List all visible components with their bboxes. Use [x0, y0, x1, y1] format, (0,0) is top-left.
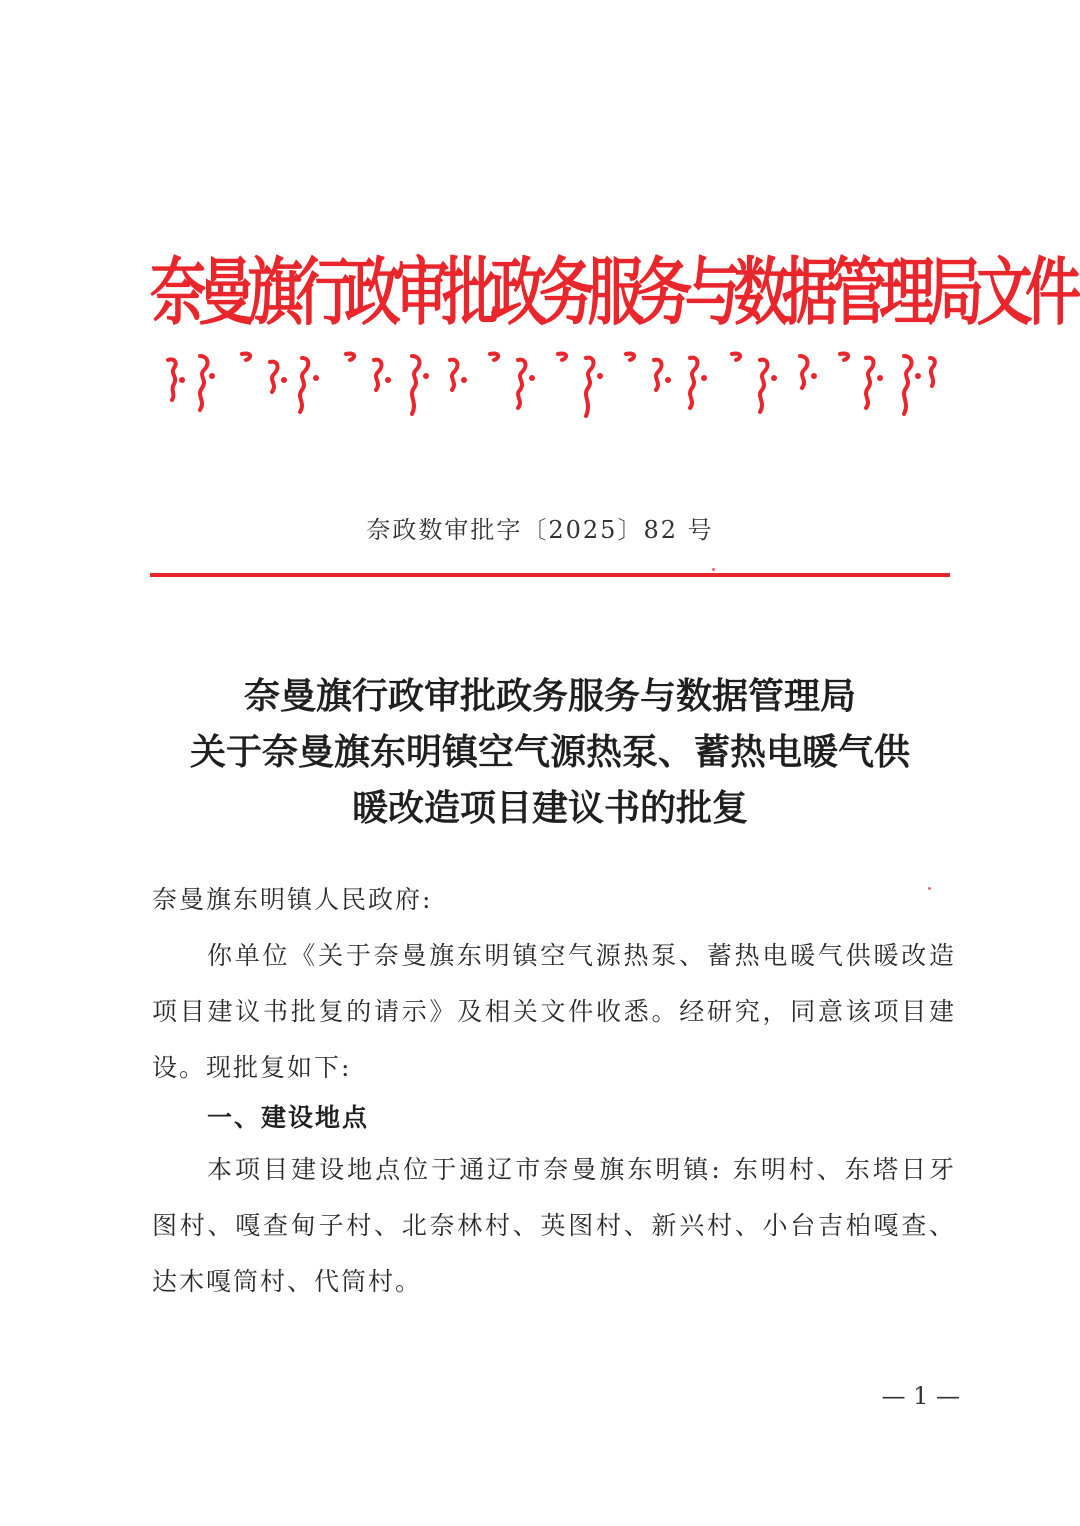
mongolian-word	[930, 358, 935, 386]
mongolian-word	[490, 354, 498, 360]
title-line-2: 关于奈曼旗东明镇空气源热泵、蓄热电暖气供	[189, 731, 910, 773]
mongolian-script-title	[160, 350, 940, 422]
mongolian-word	[654, 360, 661, 390]
mongolian-word	[800, 356, 807, 388]
mongolian-word	[558, 354, 566, 360]
mongolian-word	[760, 360, 767, 412]
addressee: 奈曼旗东明镇人民政府:	[152, 885, 433, 914]
mongolian-word	[300, 358, 308, 412]
mongolian-word	[412, 356, 419, 414]
mongolian-word	[242, 354, 250, 360]
red-divider-line	[150, 573, 950, 577]
mongolian-word	[586, 358, 593, 416]
mongolian-word	[518, 360, 525, 408]
document-title	[140, 668, 960, 836]
paragraph-intro: 你单位《关于奈曼旗东明镇空气源热泵、蓄热电暖气供暖改造项目建议书批复的请示》及相关文件收悉。经研究，同意该项目建设。现批复如下:	[152, 941, 956, 1082]
issuer-title: 奈曼旗行政审批政务服务与数据管理局文件	[150, 250, 1074, 336]
paragraph-location: 本项目建设地点位于通辽市奈曼旗东明镇: 东明村、东塔日牙图村、嘎查甸子村、北奈林村、英图村、新兴村、小台吉柏嘎查、达木嘎筒村、代筒村。	[152, 1155, 956, 1296]
mongolian-word	[270, 362, 277, 392]
mongolian-word	[866, 358, 873, 408]
mongolian-word	[374, 360, 381, 390]
title-line-1: 奈曼旗行政审批政务服务与数据管理局	[243, 675, 856, 717]
mongolian-word	[690, 358, 697, 408]
mongolian-word	[732, 354, 740, 360]
scan-speck	[928, 887, 931, 890]
document-number: 奈政数审批字〔2025〕82 号	[366, 516, 714, 544]
section-heading-location: 一、建设地点	[207, 1103, 370, 1132]
title-line-3: 暖改造项目建议书的批复	[351, 787, 748, 829]
mongolian-word	[346, 354, 354, 360]
scan-speck	[712, 568, 715, 571]
mongolian-word	[904, 356, 911, 414]
mongolian-word	[840, 354, 848, 360]
mongolian-word	[626, 354, 634, 360]
page-number: — 1 —	[881, 1382, 960, 1410]
mongolian-word	[450, 360, 457, 390]
mongolian-word	[168, 359, 176, 400]
mongolian-word	[200, 356, 207, 410]
